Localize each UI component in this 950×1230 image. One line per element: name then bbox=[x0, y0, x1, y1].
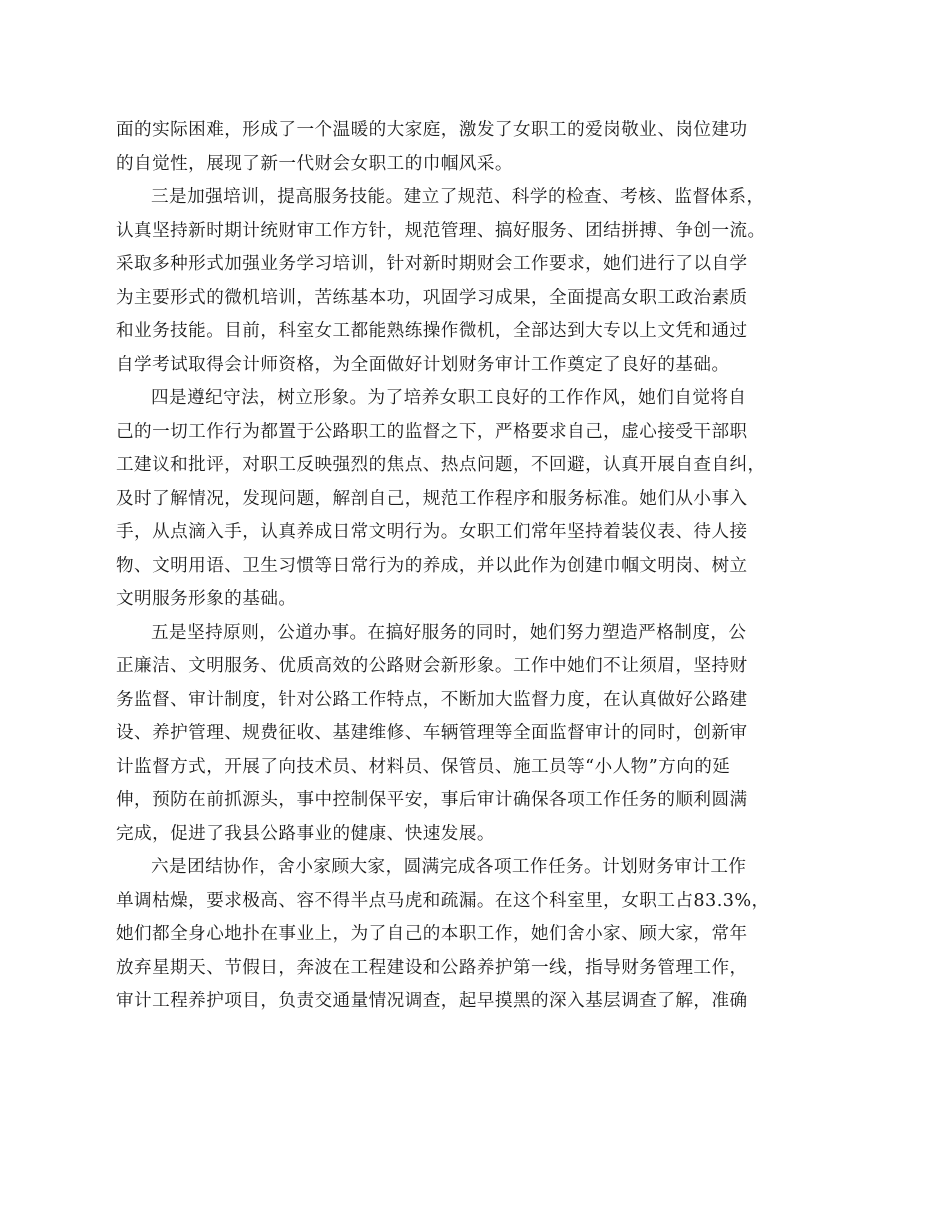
paragraph bbox=[116, 851, 806, 1019]
text-line: 自学考试取得会计师资格，为全面做好计划财务审计工作奠定了良好的基础。 bbox=[116, 354, 730, 375]
text-line: 面的实际困难，形成了一个温暖的大家庭，激发了女职工的爱岗敬业、岗位建功 bbox=[116, 120, 748, 140]
text-line: 正廉洁、文明服务、优质高效的公路财会新形象。工作中她们不让须眉，坚持财 bbox=[116, 656, 748, 676]
text-line: 己的一切工作行为都置于公路职工的监督之下，严格要求自己，虚心接受干部职 bbox=[116, 421, 748, 442]
text-line: 认真坚持新时期计统财审工作方针，规范管理、搞好服务、团结拼搏、争创一流。 bbox=[116, 220, 766, 241]
text-line: 审计工程养护项目，负责交通量情况调查，起早摸黑的深入基层调查了解，准确 bbox=[116, 991, 748, 1011]
text-line: 采取多种形式加强业务学习培训，针对新时期财会工作要求，她们进行了以自学 bbox=[116, 254, 748, 274]
text-line: 务监督、审计制度，针对公路工作特点，不断加大监督力度，在认真做好公路建 bbox=[116, 689, 748, 710]
text-line: 和业务技能。目前，科室女工都能熟练操作微机，全部达到大专以上文凭和通过 bbox=[116, 321, 748, 341]
text-line: 三是加强培训，提高服务技能。建立了规范、科学的检查、考核、监督体系， bbox=[151, 187, 765, 207]
paragraph bbox=[116, 617, 806, 852]
text-line: 五是坚持原则，公道办事。在搞好服务的同时，她们努力塑造严格制度，公 bbox=[151, 622, 747, 643]
paragraph bbox=[116, 181, 806, 382]
text-line: 放弃星期天、节假日，奔波在工程建设和公路养护第一线，指导财务管理工作， bbox=[116, 957, 748, 978]
text-line: 文明服务形象的基础。 bbox=[116, 589, 297, 609]
paragraph bbox=[116, 114, 806, 181]
text-line: 她们都全身心地扑在事业上，为了自己的本职工作，她们舍小家、顾大家，常年 bbox=[116, 924, 748, 944]
text-line: 为主要形式的微机培训，苦练基本功，巩固学习成果，全面提高女职工政治素质 bbox=[116, 287, 748, 308]
text-line: 伸，预防在前抓源头，事中控制保平安，事后审计确保各项工作任务的顺利圆满 bbox=[116, 790, 748, 810]
text-line: 设、养护管理、规费征收、基建维修、车辆管理等全面监督审计的同时，创新审 bbox=[116, 723, 748, 743]
text-line: 单调枯燥，要求极高、容不得半点马虎和疏漏。在这个科室里，女职工占83.3%， bbox=[116, 890, 770, 911]
text-line: 工建议和批评，对职工反映强烈的焦点、热点问题，不回避，认真开展自查自纠， bbox=[116, 455, 766, 475]
text-line: 六是团结协作，舍小家顾大家，圆满完成各项工作任务。计划财务审计工作 bbox=[151, 857, 747, 877]
text-line: 的自觉性，展现了新一代财会女职工的巾帼风采。 bbox=[116, 153, 513, 174]
text-line: 计监督方式，开展了向技术员、材料员、保管员、施工员等“小人物”方向的延 bbox=[116, 756, 731, 777]
text-line: 完成，促进了我县公路事业的健康、快速发展。 bbox=[116, 823, 495, 844]
document-body bbox=[116, 114, 806, 1019]
text-line: 及时了解情况，发现问题，解剖自己，规范工作程序和服务标准。她们从小事入 bbox=[116, 488, 748, 509]
text-line: 物、文明用语、卫生习惯等日常行为的养成，并以此作为创建巾帼文明岗、树立 bbox=[116, 555, 748, 576]
paragraph bbox=[116, 382, 806, 617]
text-line: 手，从点滴入手，认真养成日常文明行为。女职工们常年坚持着装仪表、待人接 bbox=[116, 522, 748, 542]
text-line: 四是遵纪守法，树立形象。为了培养女职工良好的工作作风，她们自觉将自 bbox=[151, 388, 747, 408]
